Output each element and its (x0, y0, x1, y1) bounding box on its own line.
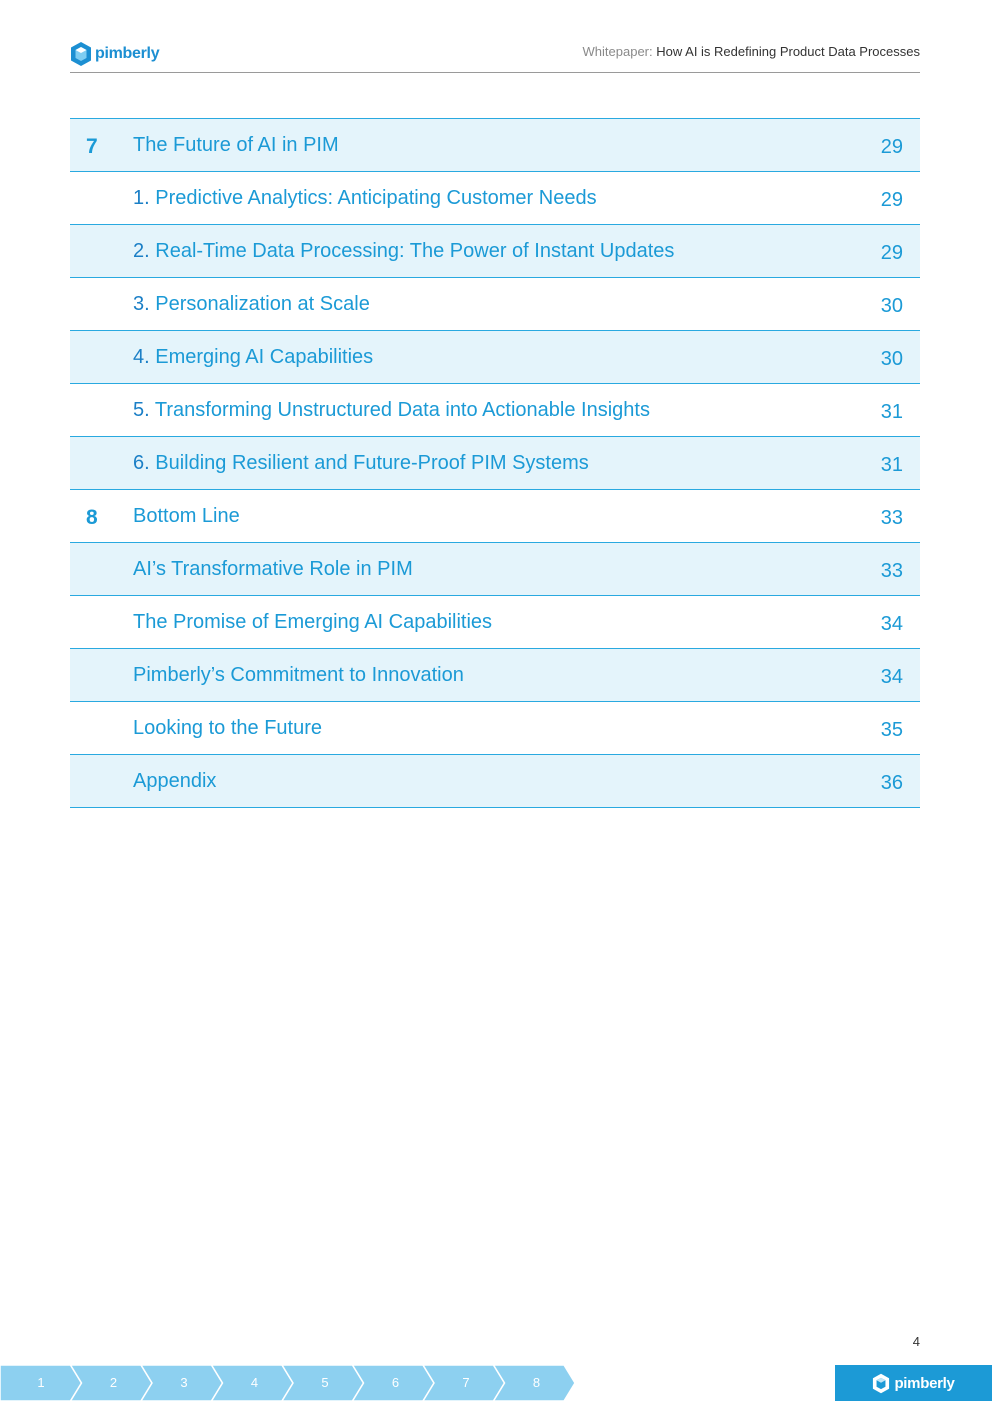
toc-page-number: 29 (880, 136, 903, 158)
toc-page-number: 30 (880, 295, 903, 317)
toc-row[interactable] (70, 490, 920, 543)
toc-entry-label[interactable] (133, 187, 597, 210)
toc-section-number: 8 (86, 506, 98, 529)
toc-row[interactable] (70, 278, 920, 331)
toc-entry-text: Emerging AI Capabilities (155, 346, 374, 368)
toc-entry-text: Bottom Line (133, 505, 240, 527)
nav-step-label[interactable]: 8 (532, 1375, 541, 1390)
toc-entry-text: AI’s Transformative Role in PIM (133, 558, 413, 580)
toc-entry-label[interactable] (133, 399, 650, 422)
table-of-contents (70, 118, 920, 808)
toc-entry-text: Transforming Unstructured Data into Actionable Insights (154, 399, 650, 421)
toc-page-number: 35 (880, 719, 903, 741)
toc-entry-text: Real-Time Data Processing: The Power of Instant Updates (155, 240, 675, 262)
toc-row[interactable] (70, 755, 920, 808)
page-header (70, 38, 920, 73)
toc-page-number: 29 (880, 189, 903, 211)
nav-step-label[interactable]: 1 (37, 1375, 45, 1390)
toc-entry-label[interactable] (133, 240, 674, 263)
toc-page-number: 34 (880, 666, 903, 688)
nav-step-label[interactable]: 3 (180, 1375, 188, 1390)
section-nav-arrows (0, 1365, 580, 1401)
nav-step-label[interactable]: 6 (391, 1375, 400, 1390)
toc-entry-text: Personalization at Scale (155, 293, 370, 315)
pimberly-logo-icon (70, 41, 92, 67)
footer-logo (835, 1365, 992, 1401)
nav-step-label[interactable]: 5 (321, 1375, 329, 1390)
page-number: 4 (912, 1334, 920, 1349)
toc-row[interactable] (70, 437, 920, 490)
toc-entry-label[interactable] (133, 452, 589, 475)
toc-page-number: 31 (880, 401, 903, 423)
toc-entry-text: The Future of AI in PIM (133, 134, 339, 156)
toc-entry-text: Pimberly’s Commitment to Innovation (133, 664, 464, 686)
toc-entry-label[interactable] (133, 293, 370, 316)
toc-entry-text: Building Resilient and Future-Proof PIM Systems (155, 452, 589, 474)
toc-entry-label[interactable] (133, 134, 339, 157)
toc-row[interactable] (70, 331, 920, 384)
toc-entry-label[interactable] (133, 717, 322, 740)
toc-row[interactable] (70, 596, 920, 649)
toc-page-number: 36 (880, 772, 903, 794)
toc-row[interactable] (70, 702, 920, 755)
toc-entry-index: 1. (133, 187, 150, 209)
toc-entry-index: 4. (133, 346, 150, 368)
pimberly-logo (70, 40, 159, 68)
toc-entry-label[interactable] (133, 770, 216, 793)
toc-page-number: 33 (880, 507, 903, 529)
toc-page-number: 33 (880, 560, 903, 582)
title-prefix: Whitepaper: (582, 44, 653, 59)
document-title (583, 44, 920, 59)
toc-row[interactable] (70, 543, 920, 596)
toc-entry-label[interactable] (133, 558, 413, 581)
toc-row[interactable] (70, 649, 920, 702)
toc-page-number: 29 (880, 242, 903, 264)
toc-section-number: 7 (86, 135, 98, 158)
toc-entry-label[interactable] (133, 505, 240, 528)
toc-page-number: 31 (880, 454, 903, 476)
toc-entry-index: 3. (133, 293, 150, 315)
toc-entry-text: The Promise of Emerging AI Capabilities (133, 611, 493, 633)
toc-row[interactable] (70, 384, 920, 437)
toc-entry-text: Predictive Analytics: Anticipating Customer Needs (155, 187, 597, 209)
toc-entry-index: 6. (133, 452, 150, 474)
nav-step-label[interactable]: 7 (462, 1375, 470, 1390)
toc-entry-text: Appendix (133, 770, 217, 792)
title-text: How AI is Redefining Product Data Processes (656, 44, 920, 59)
toc-entry-text: Looking to the Future (133, 717, 323, 739)
toc-entry-index: 2. (133, 240, 150, 262)
toc-row[interactable] (70, 172, 920, 225)
toc-entry-label[interactable] (133, 346, 373, 369)
toc-entry-label[interactable] (133, 664, 464, 687)
nav-step-label[interactable]: 2 (109, 1375, 118, 1390)
toc-page-number: 34 (880, 613, 903, 635)
footer-wordmark: pimberly (894, 1374, 955, 1392)
toc-row[interactable] (70, 225, 920, 278)
logo-wordmark: pimberly (95, 45, 160, 62)
toc-page-number: 30 (880, 348, 903, 370)
section-nav (0, 1365, 580, 1401)
toc-entry-label[interactable] (133, 611, 492, 634)
toc-row[interactable] (70, 119, 920, 172)
toc-entry-index: 5. (133, 399, 150, 421)
nav-step-label[interactable]: 4 (250, 1375, 259, 1390)
pimberly-logo-icon (872, 1373, 890, 1394)
